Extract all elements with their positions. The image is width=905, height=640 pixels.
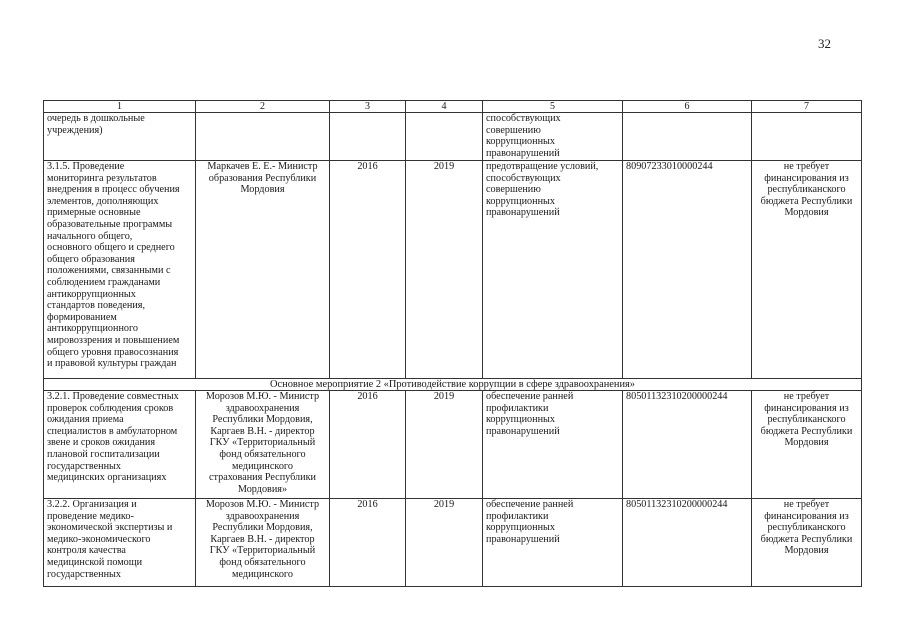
table-row (44, 499, 862, 587)
end-year-cell: 2019 (406, 499, 483, 587)
start-year-cell: 2016 (330, 161, 406, 379)
measure-name-cell: очередь в дошкольные учреждения) (44, 113, 196, 161)
measure-name-cell: 3.2.1. Проведение совместных проверок соблюдения сроков ожидания приема специалистов в амбулаторном звене и сроков ожидания плановой госпитализации государственных медицинских организациях (44, 391, 196, 499)
start-year-cell (330, 113, 406, 161)
column-number-row (44, 101, 862, 113)
page-number: 32 (818, 36, 831, 51)
budget-code-cell: 80501132310200000244 (623, 499, 752, 587)
responsible-cell: Морозов М.Ю. - Министр здравоохранения Республики Мордовия, Каргаев В.Н. - директор ГКУ «Территориальный фонд обязательного медицинского страхования Республики Мордовия» (196, 391, 330, 499)
responsible-cell: Морозов М.Ю. - Министр здравоохранения Республики Мордовия, Каргаев В.Н. - директор ГКУ «Территориальный фонд обязательного медицинского (196, 499, 330, 587)
measure-name-cell: 3.2.2. Организация и проведение медико- экономической экспертизы и медико-экономического контроля качества медицинской помощи государственных (44, 499, 196, 587)
column-number-6: 6 (623, 101, 752, 113)
end-year-cell: 2019 (406, 161, 483, 379)
budget-code-cell: 80501132310200000244 (623, 391, 752, 499)
end-year-cell (406, 113, 483, 161)
column-number-2: 2 (196, 101, 330, 113)
start-year-cell: 2016 (330, 391, 406, 499)
financing-cell (752, 113, 862, 161)
financing-cell: не требует финансирования из республиканского бюджета Республики Мордовия (752, 161, 862, 379)
table-row (44, 391, 862, 499)
result-cell: обеспечение ранней профилактики коррупционных правонарушений (483, 391, 623, 499)
result-cell: предотвращение условий, способствующих совершению коррупционных правонарушений (483, 161, 623, 379)
result-cell: обеспечение ранней профилактики коррупционных правонарушений (483, 499, 623, 587)
table-row (44, 113, 862, 161)
column-number-5: 5 (483, 101, 623, 113)
financing-cell: не требует финансирования из республиканского бюджета Республики Мордовия (752, 391, 862, 499)
table-row (44, 161, 862, 379)
responsible-cell: Маркачев Е. Е.- Министр образования Республики Мордовия (196, 161, 330, 379)
result-cell: способствующих совершению коррупционных правонарушений (483, 113, 623, 161)
section-row (44, 379, 862, 391)
start-year-cell: 2016 (330, 499, 406, 587)
column-number-7: 7 (752, 101, 862, 113)
section-title: Основное мероприятие 2 «Противодействие коррупции в сфере здравоохранения» (44, 379, 862, 391)
column-number-4: 4 (406, 101, 483, 113)
responsible-cell (196, 113, 330, 161)
end-year-cell: 2019 (406, 391, 483, 499)
financing-cell: не требует финансирования из республиканского бюджета Республики Мордовия (752, 499, 862, 587)
column-number-1: 1 (44, 101, 196, 113)
measures-table (43, 100, 862, 587)
column-number-3: 3 (330, 101, 406, 113)
budget-code-cell: 80907233010000244 (623, 161, 752, 379)
budget-code-cell (623, 113, 752, 161)
measure-name-cell: 3.1.5. Проведение мониторинга результатов внедрения в процесс обучения элементов, дополняющих примерные основные образовательные программы начального общего, основного общего и среднего общего образования положениями, связанными с соблюдением гражданами антикоррупционных стандартов поведения, формированием антикоррупционного мировоззрения и повышением общего уровня правосознания и правовой культуры граждан (44, 161, 196, 379)
